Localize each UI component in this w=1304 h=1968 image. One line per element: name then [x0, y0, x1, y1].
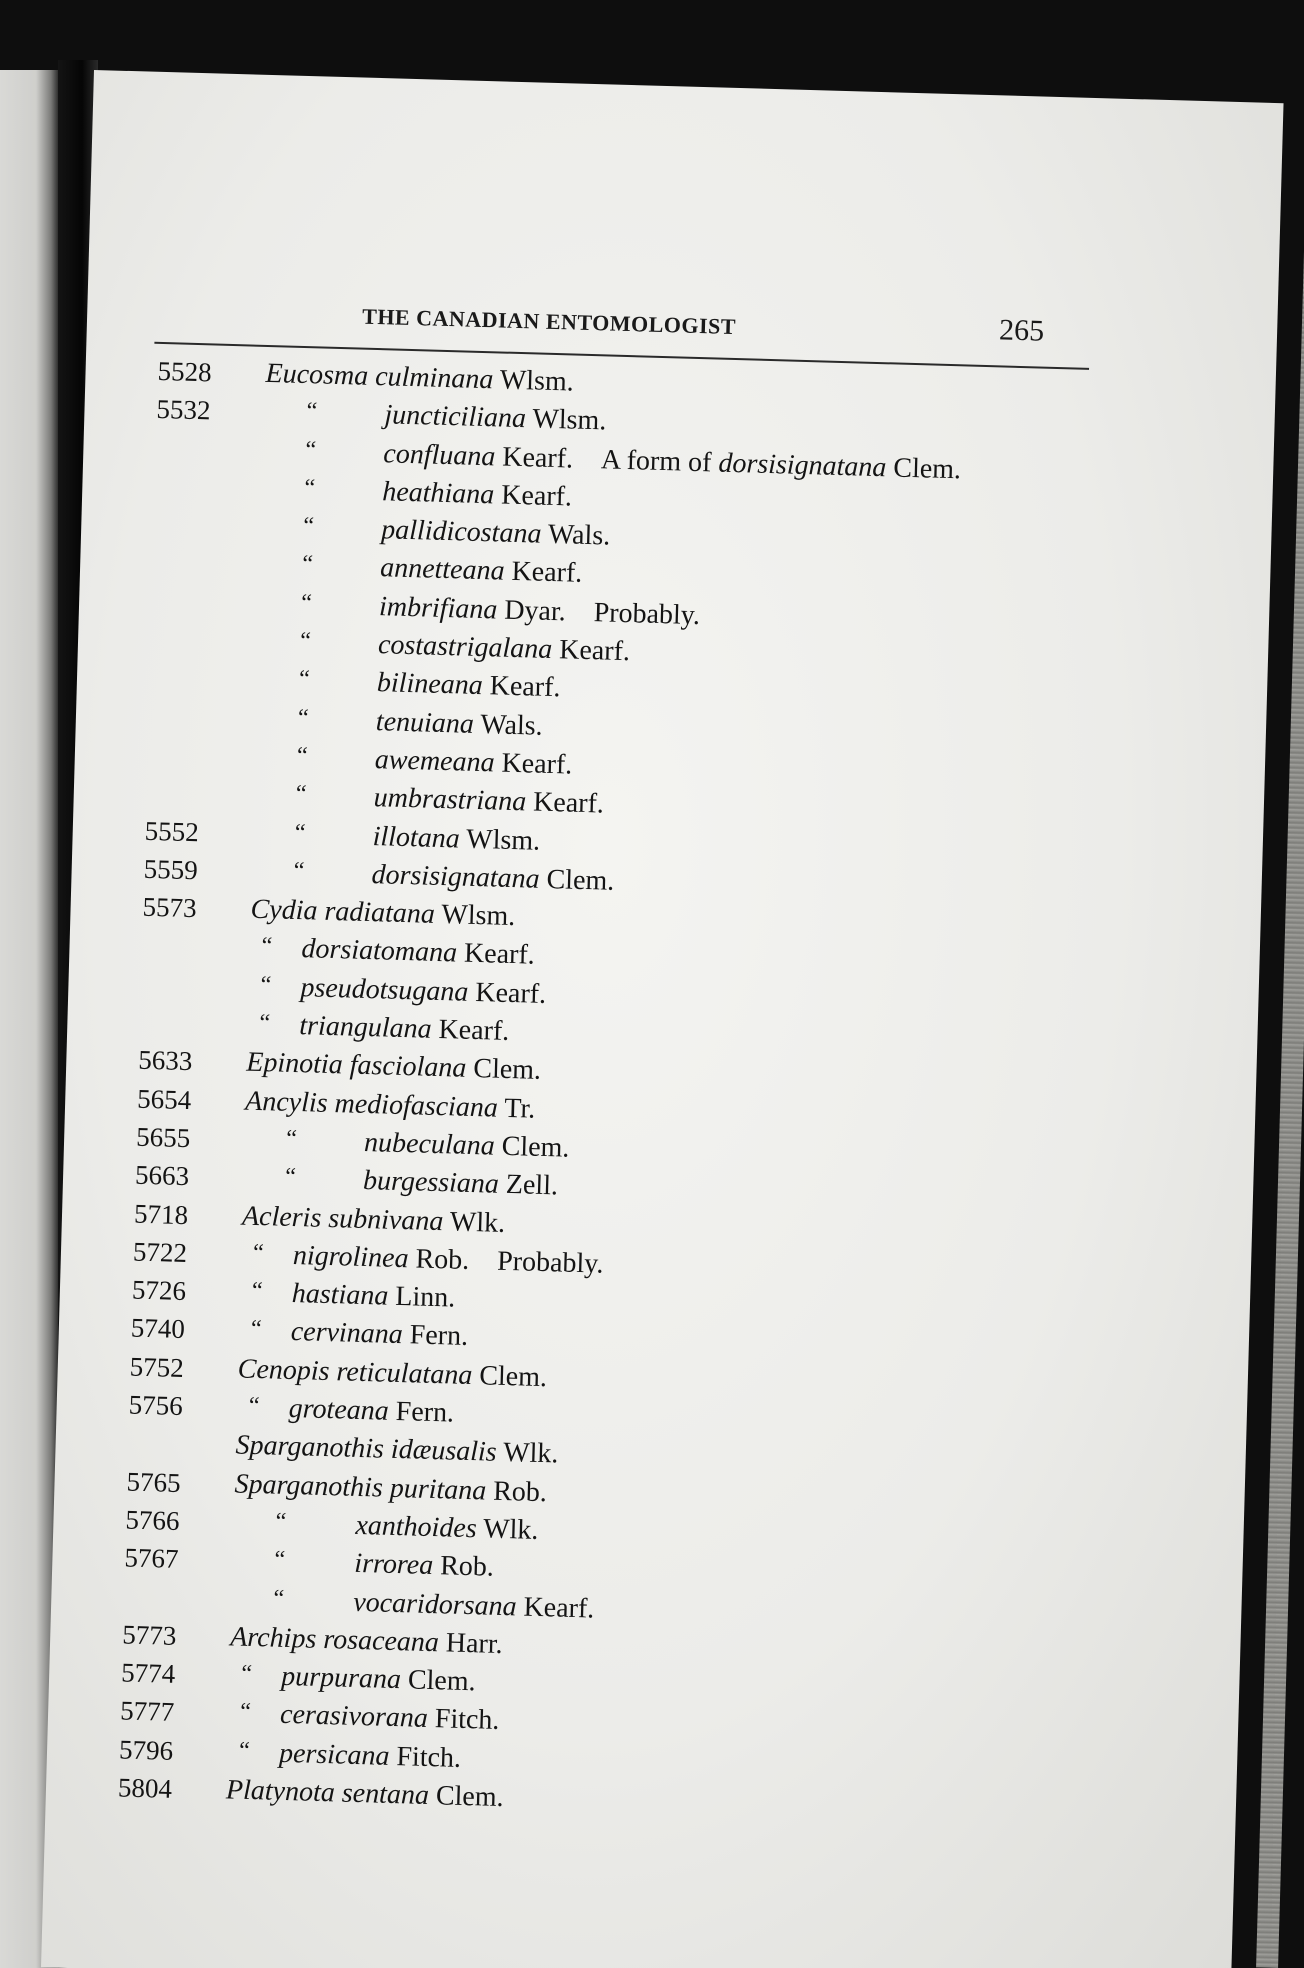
author-name: Wlsm. — [465, 823, 541, 857]
species-name: hastiana — [291, 1278, 389, 1312]
author-name: Kearf. — [501, 441, 574, 475]
species-entry — [300, 969, 547, 1014]
ditto-mark: “ — [239, 1699, 252, 1726]
species-name: triangulana — [298, 1010, 433, 1045]
species-entry — [373, 779, 604, 823]
species-name: reticulatana — [336, 1356, 473, 1391]
ditto-mark: “ — [285, 1125, 298, 1153]
species-entry — [334, 1088, 536, 1125]
species-name: illotana — [372, 820, 461, 855]
author-name: Clem. — [501, 1130, 570, 1164]
catalogue-number: 5767 — [124, 1542, 179, 1575]
species-name: pseudotsugana — [300, 971, 469, 1008]
catalogue-number: 5774 — [120, 1657, 176, 1689]
ditto-mark: “ — [302, 513, 315, 540]
genus-name: Epinotia — [245, 1046, 344, 1081]
catalogue-number: 5532 — [156, 394, 211, 426]
species-name: radiatana — [324, 895, 436, 930]
author-name: Kearf. — [511, 556, 583, 590]
species-name: dorsiatomana — [301, 933, 458, 969]
ditto-mark: “ — [297, 704, 310, 731]
catalogue-number: 5663 — [134, 1159, 190, 1192]
author-name: Wlk. — [502, 1437, 559, 1470]
species-name: mediofasciana — [334, 1087, 499, 1124]
species-entry — [376, 665, 560, 708]
species-entry — [384, 397, 607, 441]
species-name: rosaceana — [322, 1623, 440, 1659]
ditto-mark: “ — [252, 1239, 265, 1267]
ditto-mark: “ — [274, 1546, 286, 1574]
note-species-name: dorsisignatana — [718, 447, 887, 483]
ditto-mark: “ — [296, 742, 308, 770]
species-name: idæusalis — [390, 1434, 498, 1469]
species-entry — [381, 511, 611, 555]
species-entry — [354, 1545, 495, 1587]
genus-name: Platynota — [225, 1774, 336, 1809]
ditto-mark: “ — [300, 589, 313, 617]
ditto-mark: “ — [240, 1660, 253, 1688]
species-entry — [375, 703, 543, 746]
genus-name: Cydia — [250, 893, 318, 927]
ditto-mark: “ — [250, 1316, 262, 1343]
species-entry — [290, 1313, 468, 1356]
species-name: purpurana — [280, 1660, 402, 1696]
ditto-mark: “ — [251, 1278, 263, 1305]
genus-name: Sparganothis — [234, 1468, 384, 1504]
author-name: Wlk. — [449, 1205, 506, 1239]
author-name: Wlsm. — [532, 403, 607, 437]
catalogue-number: 5740 — [130, 1312, 186, 1345]
species-name: bilineana — [376, 667, 484, 702]
species-name: pallidicostana — [380, 514, 542, 550]
author-name: Fern. — [409, 1319, 469, 1353]
catalogue-number: 5765 — [126, 1466, 182, 1498]
author-name: Wals. — [547, 519, 611, 552]
species-list — [118, 352, 1138, 1834]
species-entry — [372, 818, 541, 861]
author-name: Wals. — [479, 708, 544, 742]
ditto-mark: “ — [304, 474, 316, 502]
species-entry — [374, 741, 572, 784]
ditto-mark: “ — [260, 971, 272, 999]
author-name: Fitch. — [434, 1703, 500, 1737]
author-name: Rob. — [415, 1243, 470, 1276]
species-name: fasciolana — [349, 1049, 467, 1085]
species-entry — [299, 1007, 510, 1051]
ditto-mark: “ — [273, 1585, 285, 1612]
author-name: Linn. — [394, 1281, 456, 1314]
author-name: Wlsm. — [440, 899, 516, 933]
catalogue-number: 5573 — [142, 891, 198, 924]
author-name: Wlsm. — [499, 364, 575, 398]
ditto-mark: “ — [238, 1737, 251, 1764]
species-name: awemeana — [374, 744, 496, 779]
entry-note: Probably. — [593, 596, 701, 631]
catalogue-number: 5718 — [133, 1198, 189, 1230]
catalogue-number: 5633 — [137, 1044, 193, 1077]
author-name: Kearf. — [500, 479, 573, 513]
species-name: annetteana — [379, 552, 506, 588]
species-entry — [353, 1583, 595, 1628]
author-name: Rob. — [492, 1475, 548, 1508]
ditto-mark: “ — [306, 398, 318, 425]
catalogue-number: 5777 — [119, 1695, 175, 1728]
catalogue-number: 5655 — [135, 1121, 191, 1154]
author-name: Clem. — [546, 863, 615, 897]
author-name: Kearf. — [501, 747, 573, 781]
ditto-mark: “ — [299, 628, 312, 655]
species-entry — [328, 1203, 506, 1239]
genus-name: Sparganothis — [235, 1429, 385, 1465]
species-entry — [390, 1434, 558, 1470]
ditto-mark: “ — [294, 819, 306, 846]
species-name: cerasivorana — [279, 1699, 429, 1735]
species-name: cervinana — [290, 1316, 404, 1351]
species-name: confluana — [382, 437, 496, 472]
species-entry — [375, 361, 574, 398]
species-name: groteana — [288, 1392, 390, 1427]
catalogue-number: 5726 — [131, 1274, 187, 1307]
genus-name: Eucosma — [265, 357, 369, 392]
entry-note: A form of — [600, 443, 712, 478]
author-name: Clem. — [435, 1780, 505, 1814]
species-entry — [363, 1162, 559, 1205]
author-name: Clem. — [407, 1664, 477, 1698]
species-name: sentana — [341, 1777, 430, 1812]
ditto-mark: “ — [261, 933, 273, 960]
species-name: heathiana — [381, 476, 495, 511]
species-name: irrorea — [353, 1548, 434, 1582]
species-entry — [380, 550, 583, 594]
species-entry — [355, 1507, 539, 1550]
author-name: Kearf. — [463, 938, 536, 972]
author-name: Kearf. — [558, 634, 631, 668]
species-name: persicana — [278, 1737, 390, 1772]
ditto-mark: “ — [293, 857, 305, 885]
ditto-mark: “ — [248, 1392, 260, 1420]
species-entry — [389, 1472, 547, 1507]
author-name: Kearf. — [489, 670, 561, 704]
catalogue-number: 5804 — [117, 1772, 173, 1804]
author-name: Dyar. — [503, 594, 567, 628]
species-entry — [323, 1624, 503, 1660]
catalogue-number: 5752 — [129, 1351, 185, 1383]
author-name: Fitch. — [396, 1740, 462, 1774]
author-name: Wlk. — [482, 1513, 539, 1546]
catalogue-number: 5796 — [118, 1734, 174, 1766]
genus-name: Acleris — [241, 1200, 322, 1234]
catalogue-number: 5552 — [144, 815, 200, 847]
species-entry — [371, 856, 615, 901]
ditto-mark: “ — [259, 1010, 271, 1037]
author-name: Harr. — [445, 1627, 504, 1660]
ditto-mark: “ — [275, 1508, 287, 1535]
species-entry — [288, 1390, 454, 1433]
book-page — [41, 70, 1284, 1968]
species-name: nigrolinea — [292, 1239, 409, 1275]
catalogue-number: 5722 — [132, 1236, 188, 1268]
ditto-mark: “ — [295, 781, 307, 808]
running-title: THE CANADIAN ENTOMOLOGIST — [361, 303, 737, 340]
page-number: 265 — [998, 313, 1045, 348]
author-name: Kearf. — [438, 1014, 510, 1048]
species-entry — [364, 1124, 570, 1168]
species-entry — [291, 1275, 455, 1318]
catalogue-number: 5766 — [125, 1504, 180, 1536]
species-name: imbrifiana — [378, 590, 498, 626]
species-name: subnivana — [327, 1202, 444, 1237]
ditto-mark: “ — [298, 666, 311, 693]
species-name: vocaridorsana — [352, 1586, 518, 1622]
genus-name: Ancylis — [244, 1085, 329, 1119]
entry-note: Probably. — [496, 1245, 604, 1280]
catalogue-number: 5559 — [143, 853, 199, 886]
note-author-name: Clem. — [892, 452, 962, 485]
species-name: juncticiliana — [384, 399, 527, 435]
author-name: Kearf. — [532, 786, 605, 820]
species-name: culminana — [374, 360, 494, 396]
author-name: Kearf. — [523, 1591, 595, 1625]
species-entry — [281, 1658, 476, 1701]
catalogue-number: 5528 — [157, 355, 213, 388]
ditto-mark: “ — [284, 1164, 297, 1191]
species-entry — [349, 1050, 541, 1086]
author-name: Rob. — [439, 1550, 495, 1583]
catalogue-number: 5654 — [136, 1083, 192, 1115]
species-entry — [341, 1778, 504, 1814]
author-name: Kearf. — [474, 976, 547, 1010]
author-name: Zell. — [505, 1169, 559, 1202]
species-entry — [378, 626, 631, 671]
species-entry — [382, 473, 573, 516]
species-name: tenuiana — [375, 705, 475, 740]
species-name: nubeculana — [363, 1126, 496, 1162]
species-name: umbrastriana — [373, 782, 527, 818]
species-name: puritana — [389, 1472, 487, 1507]
species-name: xanthoides — [355, 1509, 478, 1545]
species-name: costastrigalana — [377, 629, 553, 666]
genus-name: Archips — [229, 1621, 317, 1655]
species-entry — [336, 1356, 547, 1393]
ditto-mark: “ — [301, 551, 314, 578]
author-name: Clem. — [472, 1053, 542, 1087]
catalogue-number: 5756 — [128, 1389, 184, 1422]
ditto-mark: “ — [305, 436, 317, 463]
author-name: Fern. — [395, 1395, 455, 1429]
species-entry — [279, 1735, 462, 1778]
author-name: Tr. — [503, 1092, 536, 1125]
species-entry — [280, 1696, 500, 1740]
species-name: dorsisignatana — [371, 858, 541, 895]
species-entry — [324, 896, 516, 932]
genus-name: Cenopis — [237, 1353, 330, 1387]
species-name: burgessiana — [362, 1165, 500, 1200]
species-entry — [301, 931, 535, 975]
page-header — [157, 290, 1093, 362]
catalogue-number: 5773 — [121, 1619, 177, 1651]
author-name: Clem. — [478, 1359, 548, 1393]
